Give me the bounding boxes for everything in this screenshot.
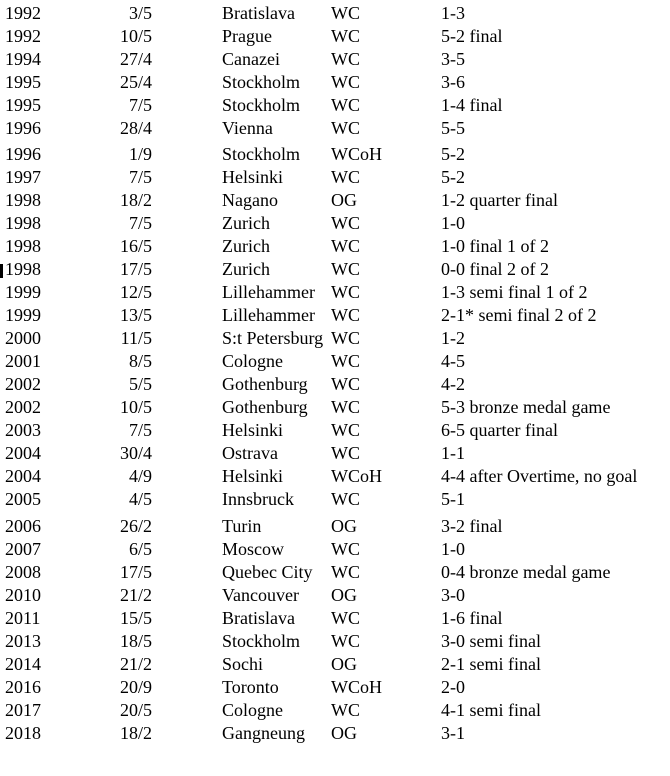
event-cell: WC bbox=[331, 700, 360, 720]
table-row bbox=[0, 212, 670, 235]
date-cell: 3/5 bbox=[128, 3, 152, 23]
result-cell: 5-5 bbox=[441, 118, 465, 138]
table-row bbox=[0, 676, 670, 699]
date-cell: 16/5 bbox=[119, 236, 152, 256]
city-cell: Stockholm bbox=[222, 144, 301, 164]
table-row bbox=[0, 94, 670, 117]
year-cell: 2007 bbox=[5, 539, 41, 559]
year-cell: 1998 bbox=[5, 190, 41, 210]
date-cell: 4/9 bbox=[128, 466, 152, 486]
city-cell: Innsbruck bbox=[222, 489, 294, 509]
date-cell: 11/5 bbox=[120, 328, 152, 348]
result-cell: 5-2 final bbox=[441, 26, 503, 46]
table-row bbox=[0, 561, 670, 584]
event-cell: WC bbox=[331, 282, 360, 302]
date-cell: 1/9 bbox=[128, 144, 152, 164]
date-cell: 25/4 bbox=[119, 72, 152, 92]
result-cell: 2-1* semi final 2 of 2 bbox=[441, 305, 597, 325]
year-cell: 2002 bbox=[5, 374, 41, 394]
event-cell: OG bbox=[331, 190, 357, 210]
city-cell: Lillehammer bbox=[222, 305, 315, 325]
date-cell: 18/2 bbox=[119, 190, 152, 210]
date-cell: 15/5 bbox=[119, 608, 152, 628]
city-cell: Vancouver bbox=[222, 585, 299, 605]
city-cell: Stockholm bbox=[222, 95, 301, 115]
date-cell: 18/2 bbox=[119, 723, 152, 743]
result-cell: 3-1 bbox=[441, 723, 465, 743]
city-cell: Helsinki bbox=[222, 167, 283, 187]
city-cell: Canazei bbox=[222, 49, 280, 69]
city-cell: Quebec City bbox=[222, 562, 313, 582]
event-cell: WCoH bbox=[331, 466, 382, 486]
city-cell: Bratislava bbox=[222, 3, 295, 23]
date-cell: 12/5 bbox=[119, 282, 152, 302]
table-row bbox=[0, 48, 670, 71]
year-cell: 2004 bbox=[5, 443, 41, 463]
table-row bbox=[0, 166, 670, 189]
year-cell: 1992 bbox=[5, 3, 41, 23]
result-cell: 3-6 bbox=[441, 72, 465, 92]
table-row bbox=[0, 722, 670, 745]
event-cell: WC bbox=[331, 351, 360, 371]
city-cell: Helsinki bbox=[222, 420, 283, 440]
table-row bbox=[0, 25, 670, 48]
year-cell: 2004 bbox=[5, 466, 41, 486]
event-cell: WC bbox=[331, 3, 360, 23]
event-cell: WC bbox=[331, 420, 360, 440]
city-cell: Gothenburg bbox=[222, 397, 308, 417]
date-cell: 28/4 bbox=[119, 118, 152, 138]
table-row bbox=[0, 235, 670, 258]
table-row bbox=[0, 653, 670, 676]
result-cell: 2-0 bbox=[441, 677, 465, 697]
event-cell: WC bbox=[331, 489, 360, 509]
event-cell: WCoH bbox=[331, 144, 382, 164]
event-cell: WC bbox=[331, 49, 360, 69]
event-cell: OG bbox=[331, 585, 357, 605]
table-row bbox=[0, 2, 670, 25]
result-cell: 3-5 bbox=[441, 49, 465, 69]
table-row bbox=[0, 607, 670, 630]
year-cell: 1999 bbox=[5, 282, 41, 302]
result-cell: 1-2 quarter final bbox=[441, 190, 558, 210]
date-cell: 30/4 bbox=[119, 443, 152, 463]
year-cell: 2016 bbox=[5, 677, 41, 697]
year-cell: 2001 bbox=[5, 351, 41, 371]
city-cell: Sochi bbox=[222, 654, 264, 674]
result-cell: 1-0 bbox=[441, 213, 465, 233]
table-row bbox=[0, 143, 670, 166]
year-cell: 1998 bbox=[5, 236, 41, 256]
event-cell: WC bbox=[331, 374, 360, 394]
year-cell: 1998 bbox=[5, 259, 41, 279]
event-cell: WC bbox=[331, 443, 360, 463]
table-row bbox=[0, 304, 670, 327]
event-cell: OG bbox=[331, 654, 357, 674]
event-cell: WC bbox=[331, 631, 360, 651]
event-cell: WC bbox=[331, 259, 360, 279]
year-cell: 1994 bbox=[5, 49, 41, 69]
result-cell: 5-3 bronze medal game bbox=[441, 397, 611, 417]
event-cell: WC bbox=[331, 236, 360, 256]
year-cell: 2013 bbox=[5, 631, 41, 651]
year-cell: 1996 bbox=[5, 118, 41, 138]
city-cell: Bratislava bbox=[222, 608, 295, 628]
date-cell: 8/5 bbox=[128, 351, 152, 371]
event-cell: WC bbox=[331, 608, 360, 628]
date-cell: 17/5 bbox=[119, 562, 152, 582]
city-cell: Zurich bbox=[222, 259, 270, 279]
table-row bbox=[0, 396, 670, 419]
event-cell: WC bbox=[331, 72, 360, 92]
date-cell: 4/5 bbox=[128, 489, 152, 509]
table-row bbox=[0, 538, 670, 561]
year-cell: 2003 bbox=[5, 420, 41, 440]
city-cell: Nagano bbox=[222, 190, 278, 210]
table-row bbox=[0, 488, 670, 511]
year-cell: 1999 bbox=[5, 305, 41, 325]
year-cell: 2002 bbox=[5, 397, 41, 417]
date-cell: 27/4 bbox=[119, 49, 152, 69]
date-cell: 20/5 bbox=[119, 700, 152, 720]
city-cell: Cologne bbox=[222, 351, 283, 371]
city-cell: Stockholm bbox=[222, 72, 301, 92]
event-cell: WC bbox=[331, 118, 360, 138]
date-cell: 20/9 bbox=[119, 677, 152, 697]
year-cell: 2000 bbox=[5, 328, 41, 348]
table-row bbox=[0, 419, 670, 442]
table-row bbox=[0, 117, 670, 140]
result-cell: 1-0 final 1 of 2 bbox=[441, 236, 549, 256]
year-cell: 1992 bbox=[5, 26, 41, 46]
event-cell: OG bbox=[331, 516, 357, 536]
result-cell: 4-4 after Overtime, no goal bbox=[441, 466, 638, 486]
table-row bbox=[0, 71, 670, 94]
city-cell: Moscow bbox=[222, 539, 284, 559]
date-cell: 17/5 bbox=[119, 259, 152, 279]
date-cell: 21/2 bbox=[119, 654, 152, 674]
city-cell: Cologne bbox=[222, 700, 283, 720]
event-cell: WC bbox=[331, 213, 360, 233]
date-cell: 10/5 bbox=[119, 26, 152, 46]
table-row bbox=[0, 373, 670, 396]
table-row bbox=[0, 327, 670, 350]
date-cell: 7/5 bbox=[128, 95, 152, 115]
date-cell: 21/2 bbox=[119, 585, 152, 605]
result-cell: 5-2 bbox=[441, 167, 465, 187]
event-cell: WC bbox=[331, 562, 360, 582]
result-cell: 4-2 bbox=[441, 374, 465, 394]
city-cell: Toronto bbox=[222, 677, 279, 697]
event-cell: WCoH bbox=[331, 677, 382, 697]
event-cell: WC bbox=[331, 539, 360, 559]
event-cell: WC bbox=[331, 397, 360, 417]
table-row bbox=[0, 515, 670, 538]
result-cell: 2-1 semi final bbox=[441, 654, 541, 674]
year-cell: 2008 bbox=[5, 562, 41, 582]
table-row bbox=[0, 350, 670, 373]
year-cell: 2011 bbox=[5, 608, 41, 628]
table-row bbox=[0, 584, 670, 607]
year-cell: 1997 bbox=[5, 167, 41, 187]
result-cell: 5-1 bbox=[441, 489, 465, 509]
result-cell: 1-0 bbox=[441, 539, 465, 559]
result-cell: 0-4 bronze medal game bbox=[441, 562, 611, 582]
margin-marker bbox=[0, 264, 3, 278]
city-cell: Helsinki bbox=[222, 466, 283, 486]
table-row bbox=[0, 189, 670, 212]
year-cell: 2018 bbox=[5, 723, 41, 743]
event-cell: WC bbox=[331, 167, 360, 187]
year-cell: 1998 bbox=[5, 213, 41, 233]
city-cell: Prague bbox=[222, 26, 272, 46]
event-cell: OG bbox=[331, 723, 357, 743]
result-cell: 3-0 semi final bbox=[441, 631, 541, 651]
date-cell: 7/5 bbox=[128, 420, 152, 440]
city-cell: Zurich bbox=[222, 236, 270, 256]
city-cell: Lillehammer bbox=[222, 282, 315, 302]
year-cell: 2017 bbox=[5, 700, 41, 720]
year-cell: 1995 bbox=[5, 72, 41, 92]
result-cell: 1-3 semi final 1 of 2 bbox=[441, 282, 588, 302]
table-row bbox=[0, 442, 670, 465]
event-cell: WC bbox=[331, 305, 360, 325]
table-row bbox=[0, 281, 670, 304]
result-cell: 4-5 bbox=[441, 351, 465, 371]
date-cell: 10/5 bbox=[119, 397, 152, 417]
date-cell: 6/5 bbox=[128, 539, 152, 559]
result-cell: 6-5 quarter final bbox=[441, 420, 558, 440]
city-cell: Gothenburg bbox=[222, 374, 308, 394]
table-row bbox=[0, 465, 670, 488]
result-cell: 1-6 final bbox=[441, 608, 503, 628]
year-cell: 1995 bbox=[5, 95, 41, 115]
date-cell: 18/5 bbox=[119, 631, 152, 651]
year-cell: 2014 bbox=[5, 654, 41, 674]
city-cell: Vienna bbox=[222, 118, 273, 138]
city-cell: Turin bbox=[222, 516, 262, 536]
event-cell: WC bbox=[331, 26, 360, 46]
table-row bbox=[0, 630, 670, 653]
date-cell: 26/2 bbox=[119, 516, 152, 536]
year-cell: 1996 bbox=[5, 144, 41, 164]
result-cell: 4-1 semi final bbox=[441, 700, 541, 720]
city-cell: Ostrava bbox=[222, 443, 278, 463]
table-row bbox=[0, 699, 670, 722]
city-cell: Zurich bbox=[222, 213, 270, 233]
city-cell: Gangneung bbox=[222, 723, 305, 743]
result-cell: 1-3 bbox=[441, 3, 465, 23]
date-cell: 7/5 bbox=[128, 213, 152, 233]
year-cell: 2006 bbox=[5, 516, 41, 536]
result-cell: 3-0 bbox=[441, 585, 465, 605]
event-cell: WC bbox=[331, 328, 360, 348]
year-cell: 2010 bbox=[5, 585, 41, 605]
result-cell: 0-0 final 2 of 2 bbox=[441, 259, 549, 279]
result-cell: 1-1 bbox=[441, 443, 465, 463]
date-cell: 5/5 bbox=[128, 374, 152, 394]
table-row bbox=[0, 258, 670, 281]
result-cell: 1-2 bbox=[441, 328, 465, 348]
event-cell: WC bbox=[331, 95, 360, 115]
date-cell: 13/5 bbox=[119, 305, 152, 325]
result-cell: 1-4 final bbox=[441, 95, 503, 115]
result-cell: 5-2 bbox=[441, 144, 465, 164]
result-cell: 3-2 final bbox=[441, 516, 503, 536]
year-cell: 2005 bbox=[5, 489, 41, 509]
city-cell: Stockholm bbox=[222, 631, 301, 651]
city-cell: S:t Petersburg bbox=[222, 328, 324, 348]
date-cell: 7/5 bbox=[128, 167, 152, 187]
